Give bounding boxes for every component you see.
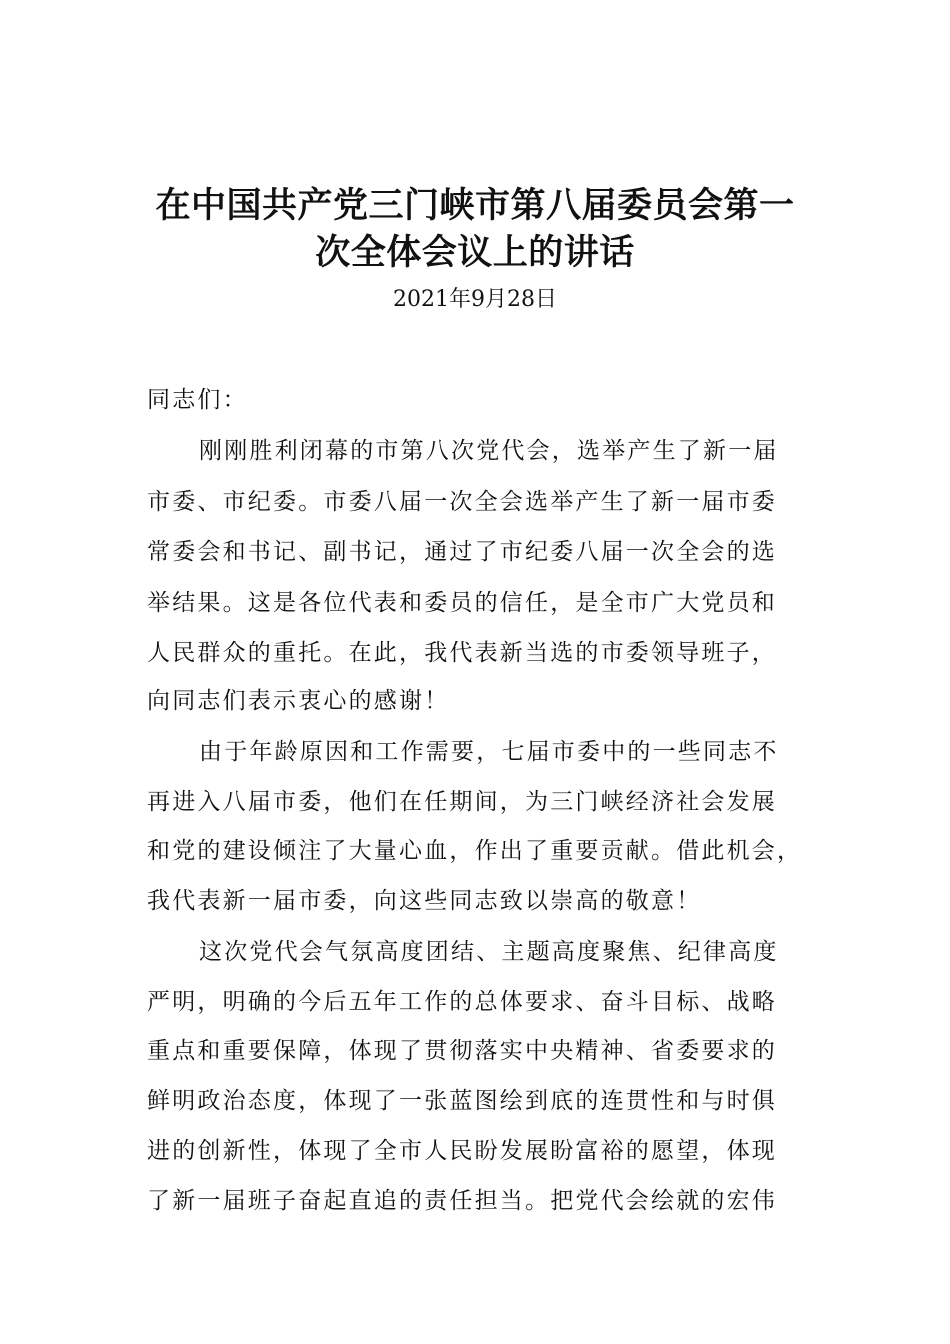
paragraph-line: 由于年龄原因和工作需要，七届市委中的一些同志不 [199, 739, 779, 765]
document-title-line-2: 次全体会议上的讲话 [315, 233, 635, 273]
paragraph-line: 常委会和书记、副书记，通过了市纪委八届一次全会的选 [147, 539, 777, 565]
paragraph-line: 进的创新性，体现了全市人民盼发展盼富裕的愿望，体现 [147, 1138, 777, 1164]
paragraph-line: 鲜明政治态度，体现了一张蓝图绘到底的连贯性和与时俱 [147, 1088, 777, 1114]
paragraph-line: 了新一届班子奋起直追的责任担当。把党代会绘就的宏伟 [147, 1188, 777, 1214]
paragraph-line: 我代表新一届市委，向这些同志致以崇高的敬意！ [147, 888, 702, 914]
paragraph-line: 重点和重要保障，体现了贯彻落实中央精神、省委要求的 [147, 1038, 777, 1064]
paragraph-line: 向同志们表示衷心的感谢！ [147, 688, 450, 714]
paragraph-line: 人民群众的重托。在此，我代表新当选的市委领导班子， [147, 640, 777, 666]
salutation: 同志们： [147, 387, 248, 413]
paragraph-line: 再进入八届市委，他们在任期间，为三门峡经济社会发展 [147, 789, 777, 815]
paragraph-line: 举结果。这是各位代表和委员的信任，是全市广大党员和 [147, 590, 777, 616]
paragraph-line: 严明，明确的今后五年工作的总体要求、奋斗目标、战略 [147, 989, 777, 1015]
document-date: 2021年9月28日 [393, 287, 557, 312]
paragraph-line: 市委、市纪委。市委八届一次全会选举产生了新一届市委 [147, 489, 777, 515]
paragraph-line: 和党的建设倾注了大量心血，作出了重要贡献。借此机会， [147, 838, 803, 864]
paragraph-line: 刚刚胜利闭幕的市第八次党代会，选举产生了新一届 [199, 438, 779, 464]
paragraph-line: 这次党代会气氛高度团结、主题高度聚焦、纪律高度 [199, 939, 779, 965]
document-title-line-1: 在中国共产党三门峡市第八届委员会第一 [155, 186, 795, 226]
